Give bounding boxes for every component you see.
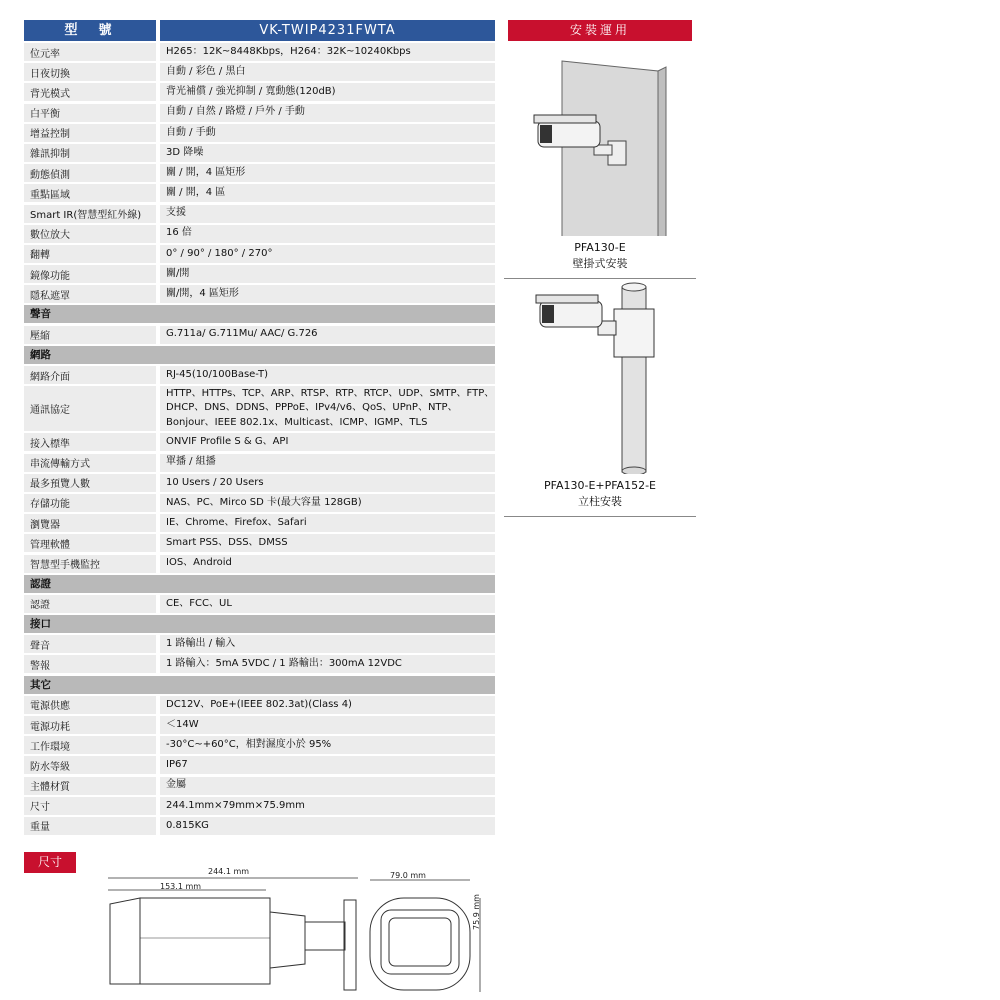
spec-key: 日夜切換 xyxy=(24,63,156,81)
spec-row xyxy=(24,817,495,835)
spec-value: 16 倍 xyxy=(160,225,495,243)
spec-key: 電源供應 xyxy=(24,696,156,714)
spec-value: HTTP、HTTPs、TCP、ARP、RTSP、RTP、RTCP、UDP、SMTP、FTP、DHCP、DNS、DDNS、PPPoE、IPv4/v6、QoS、UPnP、NTP、Bonjour、IEEE 802.1x、Multicast、ICMP、IGMP、TLS xyxy=(160,386,495,431)
spec-value: 244.1mm×79mm×75.9mm xyxy=(160,797,495,815)
spec-key: 防水等級 xyxy=(24,756,156,774)
spec-key: 數位放大 xyxy=(24,225,156,243)
spec-value: 自動 / 手動 xyxy=(160,124,495,142)
spec-value: NAS、PC、Mirco SD 卡(最大容量 128GB) xyxy=(160,494,495,512)
spec-row xyxy=(24,124,495,142)
spec-key: 鏡像功能 xyxy=(24,265,156,283)
spec-value: 支援 xyxy=(160,205,495,223)
section-network: 網路 xyxy=(24,346,495,364)
spec-key: 白平衡 xyxy=(24,104,156,122)
spec-row xyxy=(24,797,495,815)
section-port: 接口 xyxy=(24,615,495,633)
pole-caption: 立柱安裝 xyxy=(578,495,622,508)
total-length-label: 244.1 mm xyxy=(208,867,250,876)
spec-value: 10 Users / 20 Users xyxy=(160,474,495,492)
spec-row xyxy=(24,366,495,384)
spec-value: IP67 xyxy=(160,756,495,774)
wall-mount-illustration xyxy=(508,41,692,236)
spec-row xyxy=(24,265,495,283)
port-rows xyxy=(24,635,495,673)
spec-key: 通訊協定 xyxy=(24,386,156,431)
wall-model: PFA130-E xyxy=(574,241,626,254)
spec-row xyxy=(24,245,495,263)
spec-row xyxy=(24,696,495,714)
spec-key: 壓縮 xyxy=(24,326,156,344)
spec-value: 3D 降噪 xyxy=(160,144,495,162)
spec-value: 背光補償 / 強光抑制 / 寬動態(120dB) xyxy=(160,83,495,101)
spec-value: G.711a/ G.711Mu/ AAC/ G.726 xyxy=(160,326,495,344)
spec-key: 動態偵測 xyxy=(24,164,156,182)
spec-row xyxy=(24,164,495,182)
spec-row xyxy=(24,716,495,734)
spec-value: -30°C~+60°C，相對濕度小於 95% xyxy=(160,736,495,754)
spec-row xyxy=(24,514,495,532)
spec-row xyxy=(24,43,495,61)
spec-row xyxy=(24,225,495,243)
install-panel xyxy=(508,20,692,517)
general-rows xyxy=(24,43,495,303)
spec-value: 關 / 開，4 區 xyxy=(160,184,495,202)
spec-row xyxy=(24,326,495,344)
pole-mount-illustration xyxy=(508,279,692,474)
audio-rows xyxy=(24,326,495,344)
spec-value: CE、FCC、UL xyxy=(160,595,495,613)
spec-value: 關 / 開，4 區矩形 xyxy=(160,164,495,182)
cert-rows xyxy=(24,595,495,613)
spec-row xyxy=(24,144,495,162)
spec-key: 最多預覽人數 xyxy=(24,474,156,492)
spec-row xyxy=(24,83,495,101)
spec-key: 串流傳輸方式 xyxy=(24,454,156,472)
spec-key: 聲音 xyxy=(24,635,156,653)
spec-key: 存儲功能 xyxy=(24,494,156,512)
spec-row xyxy=(24,454,495,472)
spec-key: 網路介面 xyxy=(24,366,156,384)
spec-row xyxy=(24,433,495,451)
install-divider-bottom xyxy=(504,516,696,517)
spec-key: 警報 xyxy=(24,655,156,673)
spec-key: 雜訊抑制 xyxy=(24,144,156,162)
spec-row xyxy=(24,184,495,202)
spec-row xyxy=(24,555,495,573)
spec-value: 關/開，4 區矩形 xyxy=(160,285,495,303)
spec-key: 位元率 xyxy=(24,43,156,61)
pole-model: PFA130-E+PFA152-E xyxy=(544,479,656,492)
spec-row xyxy=(24,285,495,303)
spec-value: 金屬 xyxy=(160,777,495,795)
spec-value: 自動 / 自然 / 路燈 / 戶外 / 手動 xyxy=(160,104,495,122)
spec-header xyxy=(24,20,495,41)
model-number: VK-TWIP4231FWTA xyxy=(160,20,495,41)
spec-key: 瀏覽器 xyxy=(24,514,156,532)
spec-value: DC12V、PoE+(IEEE 802.3at)(Class 4) xyxy=(160,696,495,714)
spec-key: 重點區域 xyxy=(24,184,156,202)
spec-value: 單播 / 組播 xyxy=(160,454,495,472)
spec-value: 1 路輸入：5mA 5VDC / 1 路輸出：300mA 12VDC xyxy=(160,655,495,673)
spec-key: Smart IR(智慧型紅外線) xyxy=(24,205,156,223)
spec-value: ONVIF Profile S & G、API xyxy=(160,433,495,451)
other-rows xyxy=(24,696,495,835)
install-header: 安裝運用 xyxy=(508,20,692,41)
spec-table xyxy=(24,20,495,837)
spec-value: IE、Chrome、Firefox、Safari xyxy=(160,514,495,532)
spec-row xyxy=(24,386,495,431)
spec-row xyxy=(24,635,495,653)
spec-row xyxy=(24,655,495,673)
spec-row xyxy=(24,474,495,492)
spec-key: 智慧型手機監控 xyxy=(24,555,156,573)
section-other: 其它 xyxy=(24,676,495,694)
spec-value: Smart PSS、DSS、DMSS xyxy=(160,534,495,552)
height-label: 75.9 mm xyxy=(472,894,481,930)
spec-row xyxy=(24,756,495,774)
spec-value: H265：12K~8448Kbps，H264：32K~10240Kbps xyxy=(160,43,495,61)
spec-key: 主體材質 xyxy=(24,777,156,795)
spec-row xyxy=(24,494,495,512)
spec-row xyxy=(24,104,495,122)
network-rows xyxy=(24,366,495,573)
spec-value: 1 路輸出 / 輸入 xyxy=(160,635,495,653)
spec-row xyxy=(24,205,495,223)
spec-row xyxy=(24,736,495,754)
spec-key: 管理軟體 xyxy=(24,534,156,552)
spec-key: 重量 xyxy=(24,817,156,835)
spec-key: 工作環境 xyxy=(24,736,156,754)
spec-row xyxy=(24,63,495,81)
spec-key: 尺寸 xyxy=(24,797,156,815)
spec-value: 0.815KG xyxy=(160,817,495,835)
spec-value: IOS、Android xyxy=(160,555,495,573)
section-audio: 聲音 xyxy=(24,305,495,323)
spec-key: 增益控制 xyxy=(24,124,156,142)
spec-key: 翻轉 xyxy=(24,245,156,263)
spec-value: 0° / 90° / 180° / 270° xyxy=(160,245,495,263)
spec-value: RJ-45(10/100Base-T) xyxy=(160,366,495,384)
width-label: 79.0 mm xyxy=(390,871,426,880)
wall-caption: 壁掛式安裝 xyxy=(572,257,628,270)
spec-row xyxy=(24,534,495,552)
section-cert: 認證 xyxy=(24,575,495,593)
spec-key: 電源功耗 xyxy=(24,716,156,734)
spec-value: 關/開 xyxy=(160,265,495,283)
spec-key: 背光模式 xyxy=(24,83,156,101)
spec-key: 認證 xyxy=(24,595,156,613)
dimensions-tag: 尺寸 xyxy=(24,852,76,873)
body-length-label: 153.1 mm xyxy=(160,882,202,891)
spec-key: 接入標準 xyxy=(24,433,156,451)
spec-row xyxy=(24,777,495,795)
spec-key: 隱私遮罩 xyxy=(24,285,156,303)
spec-row xyxy=(24,595,495,613)
spec-value: 自動 / 彩色 / 黑白 xyxy=(160,63,495,81)
model-label: 型 號 xyxy=(24,20,156,41)
spec-value: ＜14W xyxy=(160,716,495,734)
